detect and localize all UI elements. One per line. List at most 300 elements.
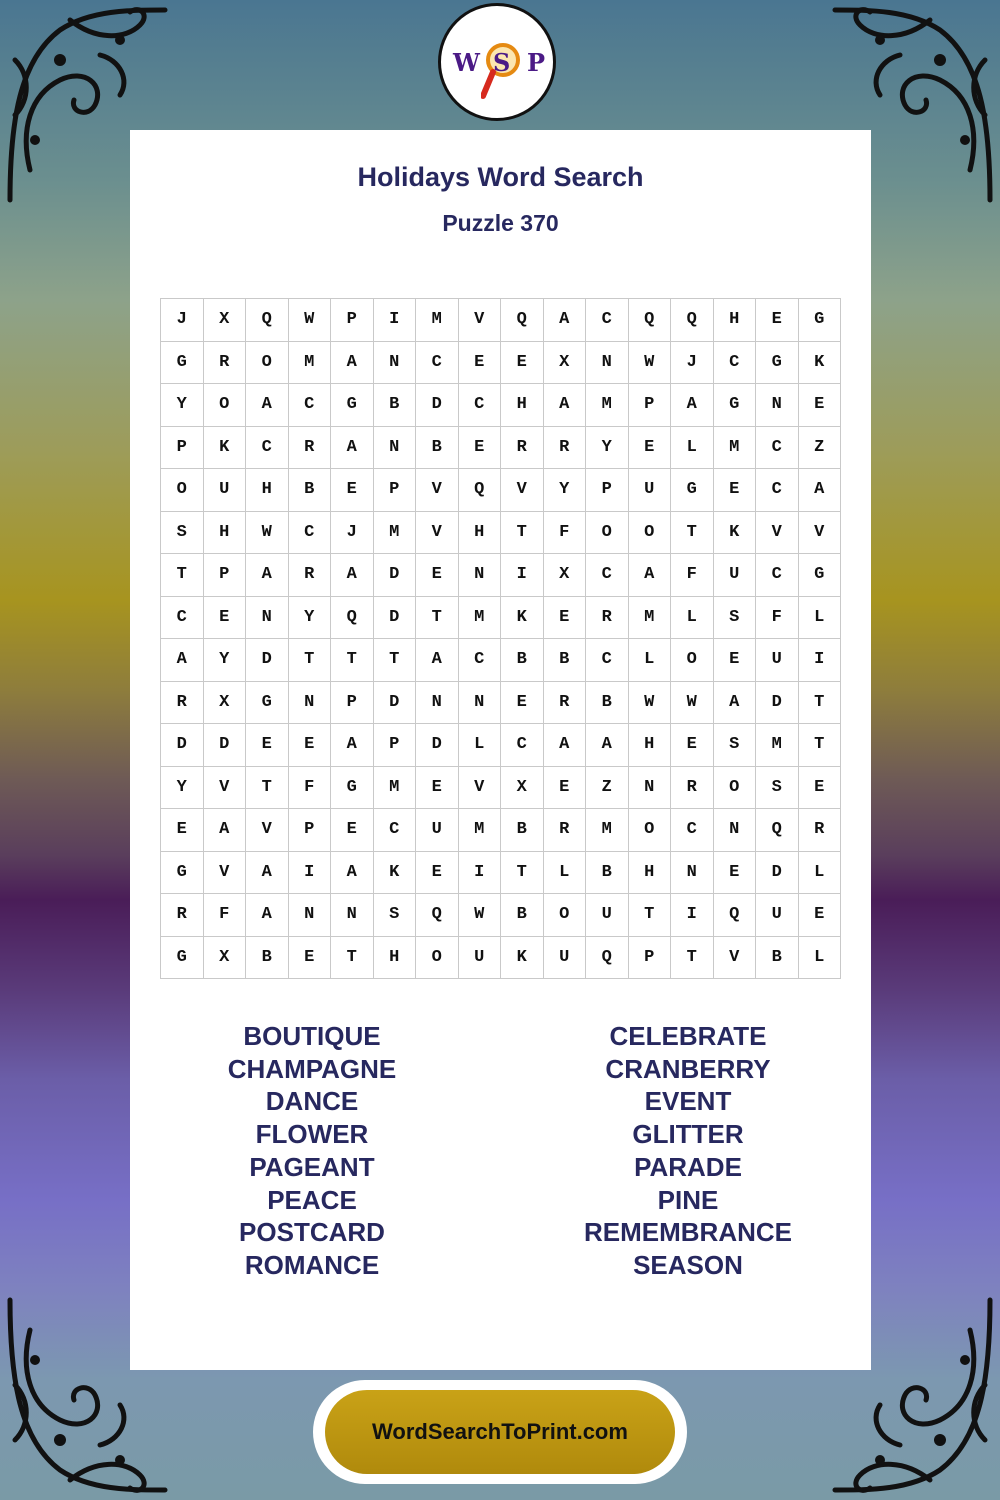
grid-cell[interactable]: I (458, 851, 501, 894)
grid-cell[interactable]: O (161, 469, 204, 512)
grid-cell[interactable]: C (671, 809, 714, 852)
grid-cell[interactable]: Y (543, 469, 586, 512)
grid-cell[interactable]: N (288, 894, 331, 937)
grid-cell[interactable]: A (331, 851, 374, 894)
grid-cell[interactable]: M (416, 299, 459, 342)
grid-cell[interactable]: O (628, 511, 671, 554)
grid-cell[interactable]: V (203, 766, 246, 809)
grid-cell[interactable]: C (161, 596, 204, 639)
grid-cell[interactable]: R (161, 894, 204, 937)
word-item: SEASON (633, 1249, 743, 1280)
grid-cell[interactable]: T (628, 894, 671, 937)
grid-cell[interactable]: H (713, 299, 756, 342)
word-list-right (538, 1020, 838, 1282)
grid-cell[interactable]: E (671, 724, 714, 767)
grid-cell[interactable]: N (373, 341, 416, 384)
grid-cell[interactable]: E (416, 851, 459, 894)
grid-cell[interactable]: H (628, 724, 671, 767)
grid-cell[interactable]: N (373, 426, 416, 469)
grid-cell[interactable]: T (288, 639, 331, 682)
grid-cell[interactable]: B (501, 809, 544, 852)
grid-cell[interactable]: E (713, 851, 756, 894)
grid-cell[interactable]: P (331, 681, 374, 724)
grid-cell[interactable]: X (203, 681, 246, 724)
grid-cell[interactable]: E (246, 724, 289, 767)
grid-cell[interactable]: P (373, 469, 416, 512)
grid-cell[interactable]: T (416, 596, 459, 639)
grid-cell[interactable]: E (416, 766, 459, 809)
grid-row (161, 426, 841, 469)
grid-cell[interactable]: A (671, 384, 714, 427)
grid-cell[interactable]: Q (501, 299, 544, 342)
grid-cell[interactable]: Y (203, 639, 246, 682)
grid-cell[interactable]: E (288, 936, 331, 979)
grid-cell[interactable]: T (331, 639, 374, 682)
grid-cell[interactable]: G (161, 936, 204, 979)
grid-cell[interactable]: Y (586, 426, 629, 469)
grid-cell[interactable]: M (756, 724, 799, 767)
grid-cell[interactable]: S (161, 511, 204, 554)
grid-cell[interactable]: C (288, 511, 331, 554)
grid-cell[interactable]: K (501, 936, 544, 979)
grid-cell[interactable]: S (713, 724, 756, 767)
grid-cell[interactable]: S (713, 596, 756, 639)
grid-cell[interactable]: N (288, 681, 331, 724)
grid-cell[interactable]: G (798, 554, 841, 597)
grid-cell[interactable]: E (543, 596, 586, 639)
grid-cell[interactable]: F (543, 511, 586, 554)
word-item: CELEBRATE (609, 1021, 767, 1051)
grid-cell[interactable]: A (246, 554, 289, 597)
grid-cell[interactable]: C (586, 299, 629, 342)
grid-cell[interactable]: S (756, 766, 799, 809)
grid-cell[interactable]: R (543, 426, 586, 469)
grid-cell[interactable]: U (203, 469, 246, 512)
grid-cell[interactable]: X (543, 341, 586, 384)
grid-cell[interactable]: B (373, 384, 416, 427)
grid-cell[interactable]: C (458, 384, 501, 427)
grid-cell[interactable]: A (543, 384, 586, 427)
grid-cell[interactable]: E (713, 639, 756, 682)
grid-cell[interactable]: M (373, 511, 416, 554)
grid-cell[interactable]: N (586, 341, 629, 384)
grid-cell[interactable]: R (161, 681, 204, 724)
grid-cell[interactable]: B (288, 469, 331, 512)
grid-cell[interactable]: D (416, 724, 459, 767)
grid-cell[interactable]: K (501, 596, 544, 639)
grid-cell[interactable]: R (501, 426, 544, 469)
grid-cell[interactable]: L (671, 596, 714, 639)
grid-cell[interactable]: D (203, 724, 246, 767)
grid-cell[interactable]: M (458, 596, 501, 639)
grid-cell[interactable]: V (246, 809, 289, 852)
grid-cell[interactable]: I (373, 299, 416, 342)
grid-row (161, 936, 841, 979)
grid-cell[interactable]: C (756, 426, 799, 469)
grid-cell[interactable]: C (756, 469, 799, 512)
word-item: CRANBERRY (605, 1053, 771, 1084)
grid-cell[interactable]: H (628, 851, 671, 894)
grid-cell[interactable]: T (331, 936, 374, 979)
grid-cell[interactable]: V (458, 766, 501, 809)
grid-row (161, 511, 841, 554)
grid-cell[interactable]: I (798, 639, 841, 682)
grid-cell[interactable]: L (628, 639, 671, 682)
grid-cell[interactable]: R (543, 809, 586, 852)
grid-cell[interactable]: E (628, 426, 671, 469)
grid-cell[interactable]: W (246, 511, 289, 554)
grid-cell[interactable]: E (756, 299, 799, 342)
grid-cell[interactable]: G (161, 851, 204, 894)
grid-cell[interactable]: Q (458, 469, 501, 512)
grid-cell[interactable]: D (373, 596, 416, 639)
grid-row (161, 894, 841, 937)
grid-cell[interactable]: E (713, 469, 756, 512)
logo-letter-w: W (453, 48, 480, 77)
grid-cell[interactable]: I (671, 894, 714, 937)
grid-cell[interactable]: B (501, 639, 544, 682)
grid-cell[interactable]: O (543, 894, 586, 937)
grid-cell[interactable]: T (501, 511, 544, 554)
grid-cell[interactable]: B (416, 426, 459, 469)
grid-cell[interactable]: P (373, 724, 416, 767)
grid-cell[interactable]: P (331, 299, 374, 342)
grid-cell[interactable]: E (458, 341, 501, 384)
grid-cell[interactable]: A (246, 384, 289, 427)
grid-cell[interactable]: B (501, 894, 544, 937)
grid-cell[interactable]: Q (331, 596, 374, 639)
grid-cell[interactable]: B (246, 936, 289, 979)
grid-cell[interactable]: I (501, 554, 544, 597)
grid-cell[interactable]: B (543, 639, 586, 682)
grid-cell[interactable]: A (331, 341, 374, 384)
grid-cell[interactable]: K (373, 851, 416, 894)
grid-cell[interactable]: T (161, 554, 204, 597)
grid-cell[interactable]: Q (628, 299, 671, 342)
grid-cell[interactable]: R (288, 426, 331, 469)
grid-cell[interactable]: C (288, 384, 331, 427)
grid-cell[interactable]: V (416, 511, 459, 554)
grid-cell[interactable]: V (203, 851, 246, 894)
grid-cell[interactable]: W (458, 894, 501, 937)
grid-cell[interactable]: E (458, 426, 501, 469)
grid-cell[interactable]: U (628, 469, 671, 512)
word-item: EVENT (644, 1086, 732, 1117)
grid-cell[interactable]: T (246, 766, 289, 809)
grid-cell[interactable]: G (756, 341, 799, 384)
grid-cell[interactable]: H (246, 469, 289, 512)
grid-cell[interactable]: D (416, 384, 459, 427)
grid-cell[interactable]: C (586, 554, 629, 597)
site-link-button[interactable]: WordSearchToPrint.com (325, 1390, 675, 1474)
letter-grid (160, 298, 841, 979)
grid-cell[interactable]: P (161, 426, 204, 469)
grid-cell[interactable]: M (288, 341, 331, 384)
grid-cell[interactable]: E (161, 809, 204, 852)
grid-cell[interactable]: M (458, 809, 501, 852)
grid-cell[interactable]: E (203, 596, 246, 639)
grid-cell[interactable]: V (713, 936, 756, 979)
word-item: ROMANCE (244, 1249, 380, 1280)
grid-cell[interactable]: C (586, 639, 629, 682)
grid-cell[interactable]: V (416, 469, 459, 512)
grid-cell[interactable]: N (331, 894, 374, 937)
grid-cell[interactable]: F (756, 596, 799, 639)
logo-letter-s: S (493, 48, 511, 77)
word-item: GLITTER (632, 1119, 744, 1150)
word-item: CHAMPAGNE (227, 1053, 397, 1084)
grid-cell[interactable]: A (246, 851, 289, 894)
grid-cell[interactable]: L (798, 936, 841, 979)
grid-cell[interactable]: U (416, 809, 459, 852)
grid-cell[interactable]: O (671, 639, 714, 682)
grid-cell[interactable]: N (628, 766, 671, 809)
grid-cell[interactable]: G (331, 384, 374, 427)
grid-cell[interactable]: A (798, 469, 841, 512)
grid-cell[interactable]: P (288, 809, 331, 852)
grid-cell[interactable]: N (671, 851, 714, 894)
grid-cell[interactable]: Q (246, 299, 289, 342)
grid-cell[interactable]: E (416, 554, 459, 597)
grid-cell[interactable]: H (458, 511, 501, 554)
grid-cell[interactable]: U (543, 936, 586, 979)
grid-cell[interactable]: R (543, 681, 586, 724)
grid-cell[interactable]: Y (161, 766, 204, 809)
grid-cell[interactable]: X (543, 554, 586, 597)
grid-row (161, 384, 841, 427)
word-item: PAGEANT (249, 1151, 375, 1182)
grid-cell[interactable]: X (203, 936, 246, 979)
word-item: DANCE (265, 1086, 359, 1117)
grid-cell[interactable]: W (671, 681, 714, 724)
grid-cell[interactable]: O (203, 384, 246, 427)
grid-cell[interactable]: L (543, 851, 586, 894)
grid-cell[interactable]: A (713, 681, 756, 724)
grid-cell[interactable]: V (458, 299, 501, 342)
grid-cell[interactable]: C (458, 639, 501, 682)
grid-cell[interactable]: A (331, 426, 374, 469)
grid-cell[interactable]: K (713, 511, 756, 554)
grid-row (161, 341, 841, 384)
grid-cell[interactable]: C (713, 341, 756, 384)
grid-cell[interactable]: Q (416, 894, 459, 937)
grid-cell[interactable]: T (373, 639, 416, 682)
word-item: REMEMBRANCE (584, 1217, 792, 1248)
grid-cell[interactable]: K (798, 341, 841, 384)
grid-cell[interactable]: G (331, 766, 374, 809)
grid-cell[interactable]: Q (586, 936, 629, 979)
grid-cell[interactable]: D (756, 851, 799, 894)
word-list-left (162, 1020, 462, 1282)
grid-cell[interactable]: S (373, 894, 416, 937)
grid-cell[interactable]: N (458, 554, 501, 597)
grid-cell[interactable]: D (373, 681, 416, 724)
grid-cell[interactable]: I (288, 851, 331, 894)
grid-cell[interactable]: U (586, 894, 629, 937)
grid-cell[interactable]: G (798, 299, 841, 342)
grid-cell[interactable]: A (586, 724, 629, 767)
grid-cell[interactable]: W (628, 341, 671, 384)
grid-cell[interactable]: R (288, 554, 331, 597)
grid-cell[interactable]: C (756, 554, 799, 597)
grid-cell[interactable]: C (501, 724, 544, 767)
grid-cell[interactable]: A (628, 554, 671, 597)
grid-cell[interactable]: O (246, 341, 289, 384)
grid-row (161, 299, 841, 342)
grid-cell[interactable]: P (628, 936, 671, 979)
grid-cell[interactable]: A (416, 639, 459, 682)
grid-cell[interactable]: O (586, 511, 629, 554)
grid-cell[interactable]: R (586, 596, 629, 639)
grid-cell[interactable]: N (756, 384, 799, 427)
grid-cell[interactable]: D (246, 639, 289, 682)
grid-cell[interactable]: A (331, 724, 374, 767)
grid-cell[interactable]: H (203, 511, 246, 554)
grid-cell[interactable]: X (203, 299, 246, 342)
grid-cell[interactable]: Q (713, 894, 756, 937)
grid-cell[interactable]: T (671, 936, 714, 979)
grid-cell[interactable]: Q (756, 809, 799, 852)
logo-letter-p: P (527, 48, 546, 77)
grid-cell[interactable]: R (798, 809, 841, 852)
grid-row (161, 554, 841, 597)
grid-cell[interactable]: M (586, 809, 629, 852)
grid-cell[interactable]: D (161, 724, 204, 767)
grid-cell[interactable]: O (628, 809, 671, 852)
grid-cell[interactable]: G (161, 341, 204, 384)
grid-cell[interactable]: M (586, 384, 629, 427)
site-logo[interactable] (438, 3, 556, 121)
grid-cell[interactable]: M (373, 766, 416, 809)
grid-cell[interactable]: F (671, 554, 714, 597)
grid-cell[interactable]: U (713, 554, 756, 597)
grid-cell[interactable]: J (671, 341, 714, 384)
grid-cell[interactable]: D (373, 554, 416, 597)
grid-cell[interactable]: U (756, 639, 799, 682)
word-item: PEACE (267, 1184, 357, 1215)
grid-cell[interactable]: R (671, 766, 714, 809)
grid-cell[interactable]: M (628, 596, 671, 639)
grid-cell[interactable]: R (203, 341, 246, 384)
grid-cell[interactable]: U (756, 894, 799, 937)
grid-cell[interactable]: N (246, 596, 289, 639)
footer-pill (313, 1380, 687, 1484)
grid-cell[interactable]: Y (288, 596, 331, 639)
grid-row (161, 639, 841, 682)
puzzle-sheet (130, 130, 871, 1370)
grid-cell[interactable]: H (373, 936, 416, 979)
grid-cell[interactable]: W (628, 681, 671, 724)
grid-cell[interactable]: F (288, 766, 331, 809)
grid-cell[interactable]: B (586, 851, 629, 894)
grid-cell[interactable]: L (458, 724, 501, 767)
grid-cell[interactable]: E (798, 766, 841, 809)
grid-cell[interactable]: T (671, 511, 714, 554)
grid-row (161, 469, 841, 512)
grid-cell[interactable]: Y (161, 384, 204, 427)
grid-cell[interactable]: U (458, 936, 501, 979)
grid-cell[interactable]: W (288, 299, 331, 342)
grid-cell[interactable]: V (798, 511, 841, 554)
grid-cell[interactable]: P (586, 469, 629, 512)
grid-cell[interactable]: D (756, 681, 799, 724)
word-item: PINE (657, 1184, 719, 1215)
grid-cell[interactable]: E (543, 766, 586, 809)
grid-cell[interactable]: A (543, 724, 586, 767)
grid-cell[interactable]: A (246, 894, 289, 937)
grid-cell[interactable]: N (416, 681, 459, 724)
grid-row (161, 766, 841, 809)
grid-cell[interactable]: A (543, 299, 586, 342)
grid-row (161, 851, 841, 894)
grid-cell[interactable]: L (798, 596, 841, 639)
grid-cell[interactable]: A (203, 809, 246, 852)
grid-cell[interactable]: G (671, 469, 714, 512)
grid-cell[interactable]: P (203, 554, 246, 597)
page-title: Holidays Word Search (357, 162, 644, 192)
word-item: PARADE (634, 1151, 742, 1182)
grid-cell[interactable]: L (798, 851, 841, 894)
grid-cell[interactable]: E (331, 469, 374, 512)
word-item: BOUTIQUE (243, 1021, 381, 1051)
grid-cell[interactable]: G (246, 681, 289, 724)
grid-cell[interactable]: K (203, 426, 246, 469)
grid-cell[interactable]: E (798, 894, 841, 937)
grid-cell[interactable]: N (458, 681, 501, 724)
grid-cell[interactable]: F (203, 894, 246, 937)
grid-cell[interactable]: M (713, 426, 756, 469)
grid-cell[interactable]: C (416, 341, 459, 384)
grid-cell[interactable]: J (331, 511, 374, 554)
grid-cell[interactable]: V (756, 511, 799, 554)
grid-row (161, 596, 841, 639)
grid-cell[interactable]: A (331, 554, 374, 597)
grid-cell[interactable]: N (713, 809, 756, 852)
puzzle-number: Puzzle 370 (442, 210, 559, 236)
grid-cell[interactable]: O (713, 766, 756, 809)
word-item: FLOWER (255, 1119, 369, 1150)
grid-cell[interactable]: E (798, 384, 841, 427)
grid-cell[interactable]: Z (798, 426, 841, 469)
grid-cell[interactable]: C (373, 809, 416, 852)
grid-cell[interactable]: Z (586, 766, 629, 809)
grid-cell[interactable]: P (628, 384, 671, 427)
grid-cell[interactable]: T (798, 681, 841, 724)
grid-cell[interactable]: E (501, 341, 544, 384)
grid-cell[interactable]: E (288, 724, 331, 767)
word-item: POSTCARD (239, 1217, 385, 1248)
grid-cell[interactable]: G (713, 384, 756, 427)
grid-cell[interactable]: H (501, 384, 544, 427)
grid-row (161, 681, 841, 724)
grid-cell[interactable]: E (501, 681, 544, 724)
grid-cell[interactable]: E (331, 809, 374, 852)
grid-cell[interactable]: J (161, 299, 204, 342)
grid-cell[interactable]: A (161, 639, 204, 682)
grid-cell[interactable]: C (246, 426, 289, 469)
grid-cell[interactable]: V (501, 469, 544, 512)
grid-cell[interactable]: X (501, 766, 544, 809)
grid-cell[interactable]: B (756, 936, 799, 979)
grid-cell[interactable]: L (671, 426, 714, 469)
grid-cell[interactable]: B (586, 681, 629, 724)
grid-cell[interactable]: Q (671, 299, 714, 342)
grid-row (161, 809, 841, 852)
grid-cell[interactable]: T (501, 851, 544, 894)
grid-cell[interactable]: T (798, 724, 841, 767)
grid-row (161, 724, 841, 767)
grid-cell[interactable]: O (416, 936, 459, 979)
